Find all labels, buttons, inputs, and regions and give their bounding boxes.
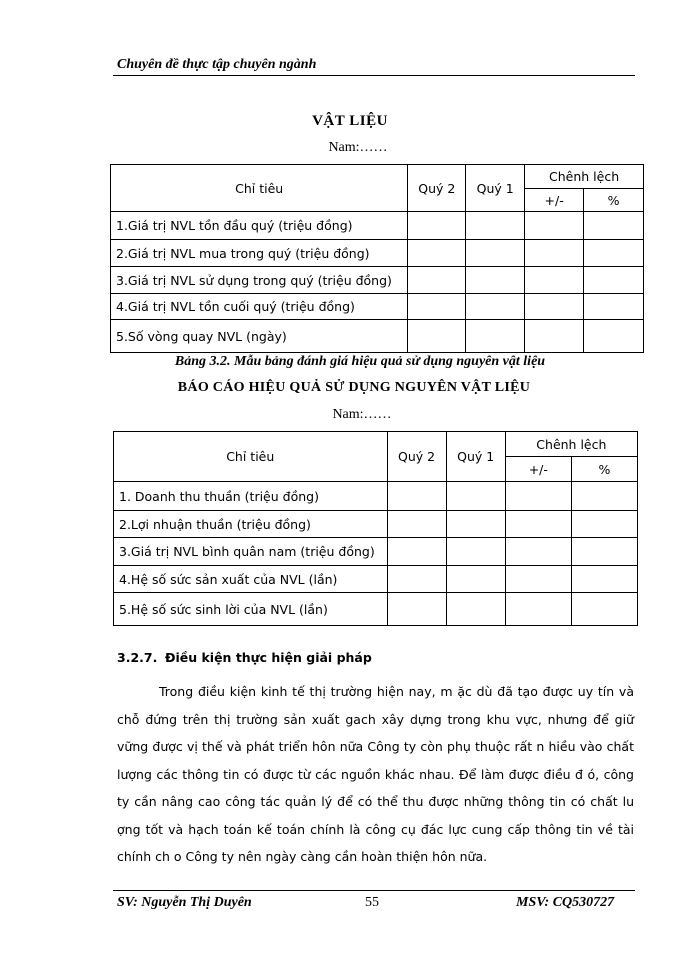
section-number: 3.2.7.	[117, 650, 158, 665]
page-number: 55	[365, 895, 379, 910]
header-percent: %	[571, 457, 637, 482]
header-plus-minus: +/-	[505, 457, 571, 482]
efficiency-report-table	[113, 431, 638, 626]
table-row-label: 5.Số vòng quay NVL (ngày)	[111, 320, 408, 353]
table1-year-label: Nam:……	[328, 140, 388, 155]
header-percent: %	[584, 189, 644, 212]
table-row-label: 2.Lợi nhuận thuần (triệu đồng)	[114, 511, 388, 538]
table-row-label: 3.Giá trị NVL sử dụng trong quý (triệu đồng)	[111, 267, 408, 294]
table-row-label: 5.Hệ số sức sinh lời của NVL (lần)	[114, 593, 388, 626]
header-indicator: Chỉ tiêu	[111, 165, 408, 212]
body-paragraph: Trong điều kiện kinh tế thị trường hiện nay, m ặc dù đã tạo được uy tín và chỗ đứng trên thị trường sản xuất gach xây dựng trong khu vực, nhưng để giữ vững được vị thế và phát triển hôn nữa Công ty còn phụ thuộc rất n hiều vào chất lượng các thông tin có được từ các nguồn khác nhau. Để làm được điều đ ó, công ty cần nâng cao công tác quản lý để có thể thu được những thông tin có chất lu ợng tốt và hạch toán kế toán chính là công cụ đác lực cung cấp thông tin về tài chính ch o Công ty nên ngày càng cần hoàn thiện hôn nữa.	[117, 684, 634, 864]
table1-title: VẬT LIỆU	[312, 113, 388, 129]
table-row-label: 2.Giá trị NVL mua trong quý (triệu đồng)	[111, 240, 408, 267]
material-table	[110, 164, 644, 353]
document-header-title: Chuyên đề thực tập chuyên ngành	[117, 57, 317, 72]
header-difference: Chênh lệch	[505, 432, 637, 457]
header-indicator: Chỉ tiêu	[114, 432, 388, 482]
footer-student-id: MSV: CQ530727	[516, 895, 615, 910]
header-quarter-2: Quý 2	[387, 432, 446, 482]
table-row-label: 3.Giá trị NVL bình quân nam (triệu đồng)	[114, 538, 388, 566]
header-quarter-1: Quý 1	[446, 432, 505, 482]
table-row-label: 1. Doanh thu thuần (triệu đồng)	[114, 482, 388, 511]
section-heading	[117, 650, 372, 665]
header-difference: Chênh lệch	[525, 165, 644, 189]
header-divider	[113, 75, 635, 76]
header-plus-minus: +/-	[525, 189, 584, 212]
footer-divider	[113, 890, 635, 891]
table2-year-label: Nam:……	[332, 407, 392, 422]
section-title: Điều kiện thực hiện giải pháp	[165, 650, 372, 665]
table2-title: BÁO CÁO HIỆU QUẢ SỬ DỤNG NGUYÊN VẬT LIỆU	[177, 380, 531, 395]
footer-student-name: SV: Nguyễn Thị Duyên	[117, 895, 252, 910]
table-row-label: 4.Giá trị NVL tồn cuối quý (triệu đồng)	[111, 294, 408, 320]
header-quarter-1: Quý 1	[466, 165, 525, 212]
table-row-label: 1.Giá trị NVL tồn đầu quý (triệu đồng)	[111, 212, 408, 240]
table-row-label: 4.Hệ số sức sản xuất của NVL (lần)	[114, 566, 388, 593]
table2-caption: Bảng 3.2. Mẫu bảng đánh giá hiệu quả sử dụng nguyên vật liệu	[174, 354, 546, 369]
header-quarter-2: Quý 2	[408, 165, 466, 212]
